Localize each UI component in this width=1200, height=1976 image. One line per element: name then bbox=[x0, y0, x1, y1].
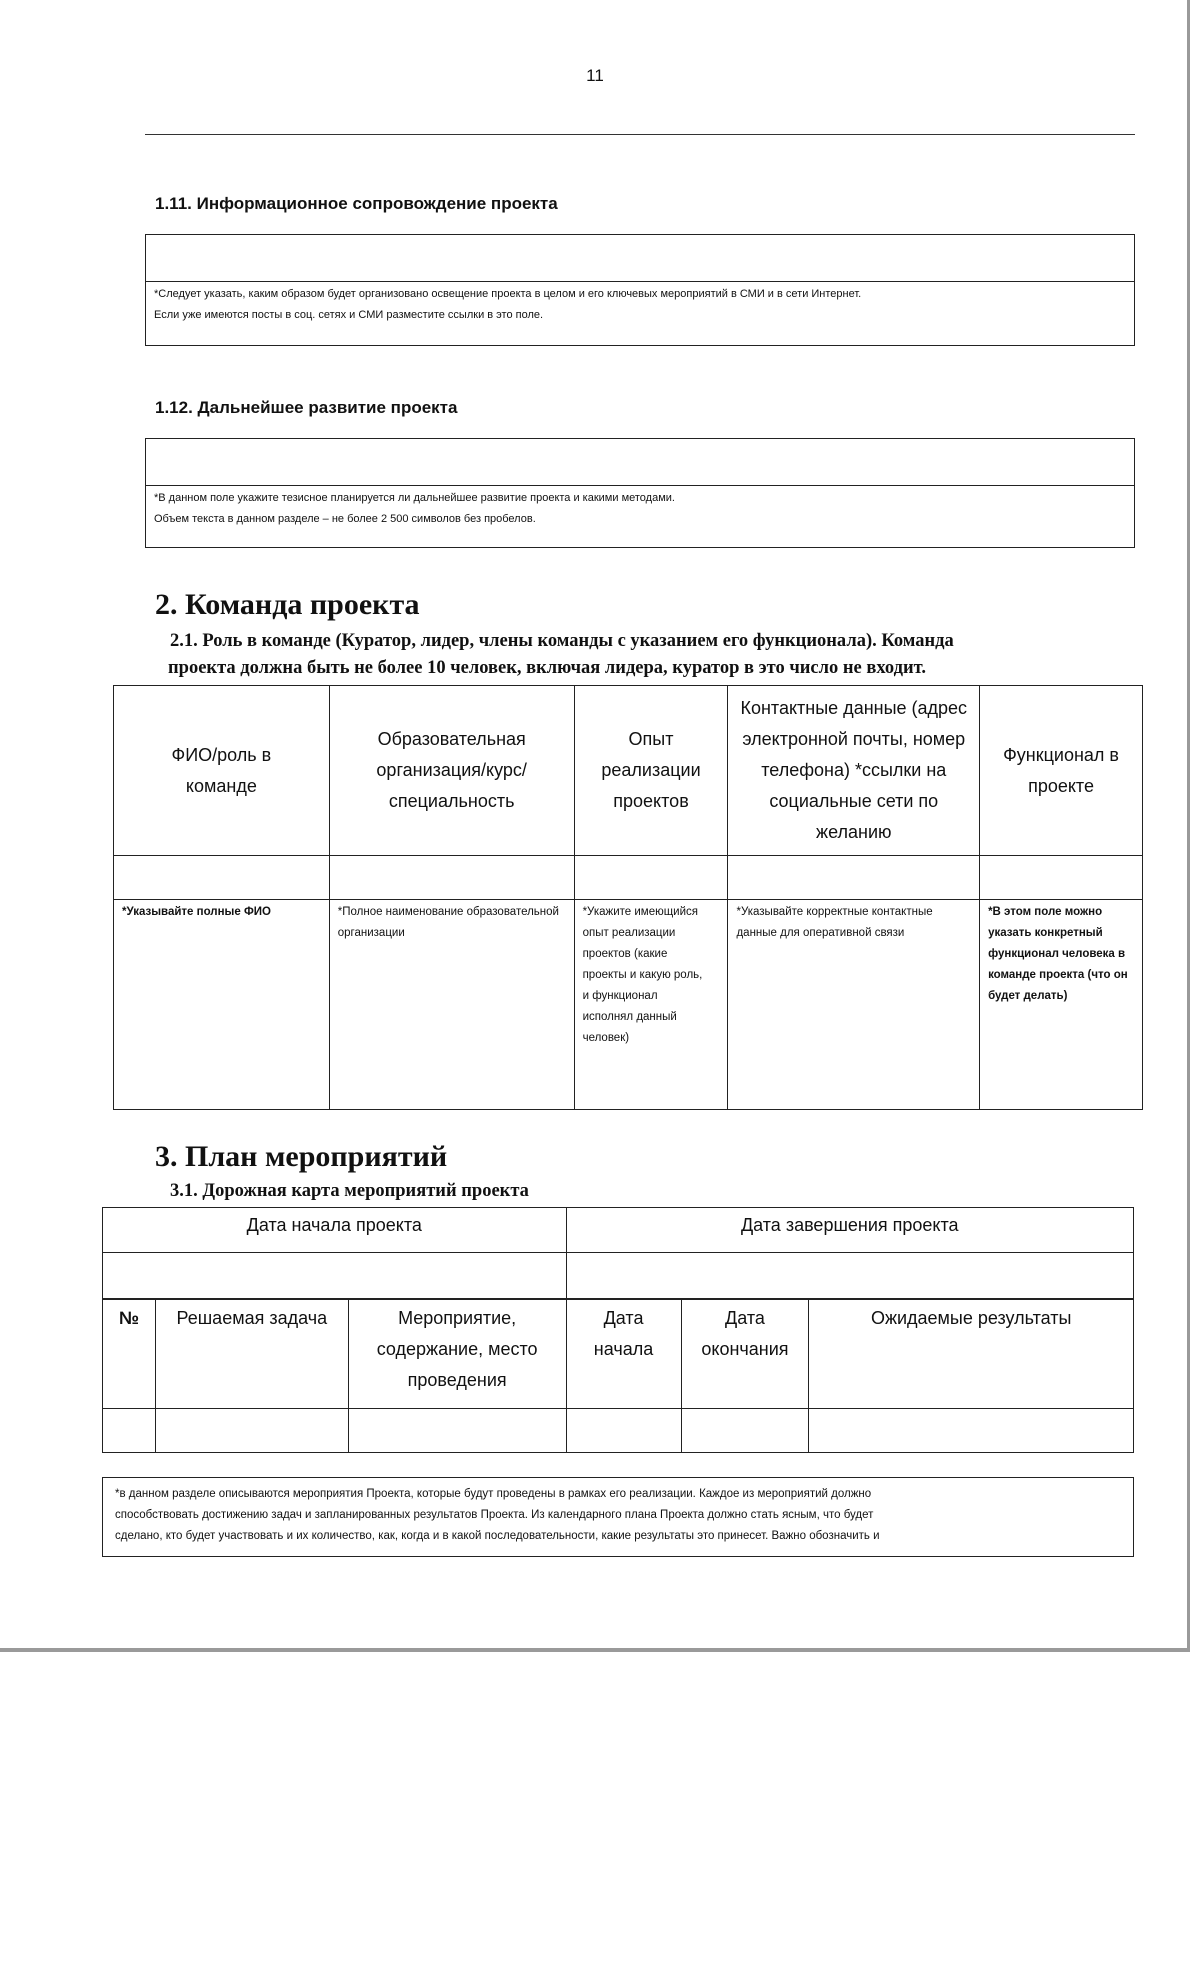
team-input-cell[interactable] bbox=[329, 856, 574, 900]
team-subheading bbox=[170, 628, 954, 682]
team-input-cell[interactable] bbox=[574, 856, 728, 900]
team-hint-experience: *Укажите имеющийся опыт реализации проектов (какие проекты и какую роль, и функционал исполнял данный человек) bbox=[574, 900, 728, 1110]
section-1-11-box bbox=[145, 234, 1135, 346]
plan-input-cell[interactable] bbox=[103, 1409, 156, 1453]
plan-events-table bbox=[102, 1298, 1134, 1453]
team-hint-function: *В этом поле можно указать конкретный функционал человека в команде проекта (что он будет делать) bbox=[980, 900, 1143, 1110]
col-end-date: Дата окончания bbox=[681, 1299, 809, 1409]
team-header-function: Функционал в проекте bbox=[980, 686, 1143, 856]
col-number: № bbox=[103, 1299, 156, 1409]
team-input-cell[interactable] bbox=[980, 856, 1143, 900]
plan-note-line: сделано, кто будет участвовать и их количество, как, когда и в какой последовательности, какие результаты это принесет. Важно обозначить и bbox=[115, 1530, 880, 1542]
end-date-label: Дата завершения проекта bbox=[566, 1208, 1133, 1253]
plan-note-line: *в данном разделе описываются мероприятия Проекта, которые будут проведены в рамках его реализации. Каждое из мероприятий должно bbox=[115, 1488, 872, 1500]
section-1-12-box bbox=[145, 438, 1135, 548]
team-subheading-line: 2.1. Роль в команде (Куратор, лидер, члены команды с указанием его функционала). Команда bbox=[170, 631, 954, 651]
section-1-11-input-area[interactable] bbox=[146, 235, 1134, 282]
section-1-12-title: 1.12. Дальнейшее развитие проекта bbox=[155, 398, 458, 417]
team-hint-name: *Указывайте полные ФИО bbox=[114, 900, 330, 1110]
plan-input-cell[interactable] bbox=[155, 1409, 348, 1453]
team-input-row bbox=[114, 856, 1143, 900]
team-header-name: ФИО/роль в команде bbox=[114, 686, 330, 856]
end-date-input[interactable] bbox=[566, 1253, 1133, 1300]
plan-input-cell[interactable] bbox=[566, 1409, 681, 1453]
team-hint-row bbox=[114, 900, 1143, 1110]
section-1-11-title: 1.11. Информационное сопровождение проекта bbox=[155, 194, 558, 213]
team-input-cell[interactable] bbox=[728, 856, 980, 900]
hint-line: Объем текста в данном разделе – не более 2 500 символов без пробелов. bbox=[154, 513, 536, 525]
team-header-organization: Образовательная организация/курс/ специальность bbox=[329, 686, 574, 856]
plan-heading: 3. План мероприятий bbox=[155, 1140, 448, 1173]
team-hint-organization: *Полное наименование образовательной организации bbox=[329, 900, 574, 1110]
col-task: Решаемая задача bbox=[155, 1299, 348, 1409]
col-expected-results: Ожидаемые результаты bbox=[809, 1299, 1134, 1409]
plan-events-header-row bbox=[103, 1299, 1134, 1409]
team-header-experience: Опыт реализации проектов bbox=[574, 686, 728, 856]
plan-dates-header-row bbox=[103, 1208, 1134, 1253]
team-table bbox=[113, 685, 1143, 1110]
hint-line: *Следует указать, каким образом будет организовано освещение проекта в целом и его ключевых мероприятий в СМИ и в сети Интернет. bbox=[154, 288, 862, 300]
start-date-input[interactable] bbox=[103, 1253, 567, 1300]
plan-input-cell[interactable] bbox=[681, 1409, 809, 1453]
plan-subheading: 3.1. Дорожная карта мероприятий проекта bbox=[170, 1181, 529, 1201]
section-1-12-input-area[interactable] bbox=[146, 439, 1134, 486]
plan-input-cell[interactable] bbox=[809, 1409, 1134, 1453]
plan-note-line: способствовать достижению задач и запланированных результатов Проекта. Из календарного плана Проекта должно стать ясным, что будет bbox=[115, 1509, 874, 1521]
plan-input-cell[interactable] bbox=[348, 1409, 566, 1453]
header-rule bbox=[145, 134, 1135, 135]
plan-dates-input-row bbox=[103, 1253, 1134, 1300]
plan-note bbox=[115, 1484, 1121, 1547]
team-header-contacts: Контактные данные (адрес электронной почты, номер телефона) *ссылки на социальные сети по желанию bbox=[728, 686, 980, 856]
hint-line: Если уже имеются посты в соц. сетях и СМИ разместите ссылки в это поле. bbox=[154, 309, 544, 321]
col-event: Мероприятие, содержание, место проведения bbox=[348, 1299, 566, 1409]
start-date-label: Дата начала проекта bbox=[103, 1208, 567, 1253]
section-1-11-hint bbox=[146, 282, 1134, 328]
section-1-12-hint bbox=[146, 486, 1134, 532]
plan-events-input-row bbox=[103, 1409, 1134, 1453]
team-header-row bbox=[114, 686, 1143, 856]
col-start-date: Дата начала bbox=[566, 1299, 681, 1409]
plan-dates-table bbox=[102, 1207, 1134, 1300]
hint-line: *В данном поле укажите тезисное планируется ли дальнейшее развитие проекта и какими методами. bbox=[154, 492, 675, 504]
page-number: 11 bbox=[586, 66, 604, 85]
team-hint-contacts: *Указывайте корректные контактные данные для оперативной связи bbox=[728, 900, 980, 1110]
team-subheading-line: проекта должна быть не более 10 человек, включая лидера, куратор в это число не входит. bbox=[168, 658, 926, 678]
team-input-cell[interactable] bbox=[114, 856, 330, 900]
team-heading: 2. Команда проекта bbox=[155, 588, 420, 621]
plan-note-box bbox=[102, 1477, 1134, 1557]
